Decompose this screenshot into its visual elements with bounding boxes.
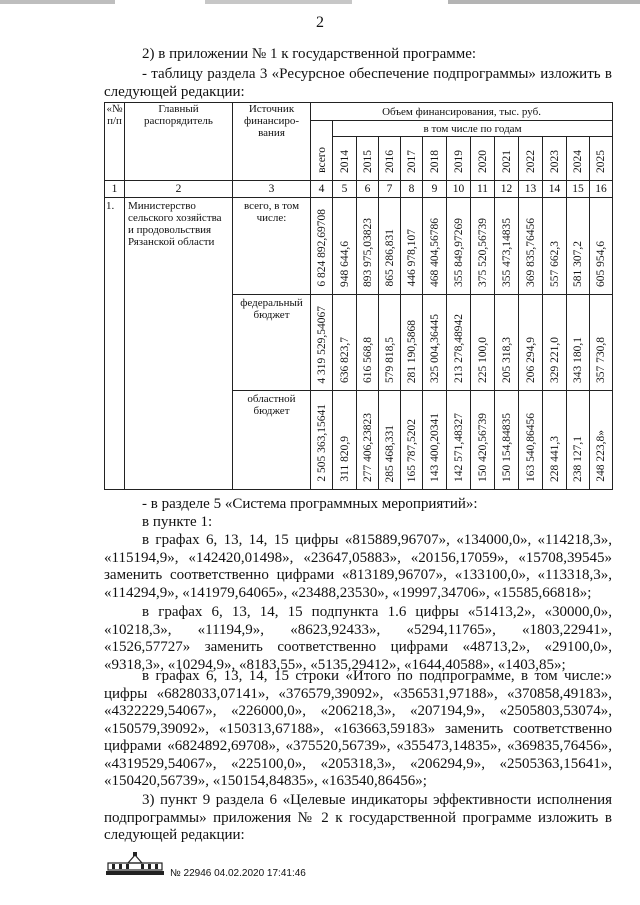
col-index: 1 bbox=[105, 181, 125, 198]
value-cell: 616 568,8 bbox=[357, 294, 379, 390]
value-cell: 865 286,831 bbox=[379, 198, 401, 294]
value-cell: 142 571,48327 bbox=[447, 391, 471, 490]
value-cell: 605 954,6 bbox=[590, 198, 613, 294]
year-header: 2016 bbox=[379, 137, 401, 181]
header-number: «№ п/п bbox=[105, 103, 125, 181]
row-source: всего, в том числе: bbox=[233, 198, 311, 294]
col-index: 8 bbox=[401, 181, 423, 198]
column-index-row bbox=[105, 181, 613, 198]
value-cell: 150 154,84835 bbox=[495, 391, 519, 490]
value-cell: 277 406,23823 bbox=[357, 391, 379, 490]
value-cell: 165 787,5202 bbox=[401, 391, 423, 490]
scan-artifact bbox=[0, 0, 640, 4]
table-row bbox=[105, 198, 613, 294]
value-cell: 225 100,0 bbox=[471, 294, 495, 390]
col-index: 12 bbox=[495, 181, 519, 198]
row-number: 1. bbox=[105, 198, 125, 490]
value-cell: 948 644,6 bbox=[333, 198, 357, 294]
value-cell: 557 662,3 bbox=[543, 198, 567, 294]
year-header: 2015 bbox=[357, 137, 379, 181]
value-cell: 311 820,9 bbox=[333, 391, 357, 490]
paragraph-total-row: в графах 6, 13, 14, 15 строки «Итого по подпрограмме, в том числе:» цифры «6828033,07141», «376579,39092», «356531,97188», «370858,49183», «4322229,54067», «226000,0», «206218,3», «207194,9», «2505803,53074», «150579,39092», «150313,67188», «163663,59183» заменить соответственно цифрами «6824892,69708», «375520,56739», «355473,14835», «369835,76456», «4319529,54067», «225100,0», «205318,3», «206294,9», «2505363,15641», «150420,56739», «150154,84835», «163540,86456»; bbox=[104, 668, 612, 789]
col-index: 2 bbox=[125, 181, 233, 198]
col-index: 16 bbox=[590, 181, 613, 198]
value-cell: 6 824 892,69708 bbox=[311, 198, 333, 294]
paragraph-columns: в графах 6, 13, 14, 15 цифры «815889,96707», «134000,0», «114218,3», «115194,9», «142420,01498», «23647,05883», «20156,17059», «15708,39545» заменить соответственно цифрами «813189,96707», «133100,0», «113318,3», «114294,9», «141979,64065», «23488,23530», «19997,34706», «15585,66818»; bbox=[104, 532, 612, 601]
value-cell: 285 468,331 bbox=[379, 391, 401, 490]
value-cell: 369 835,76456 bbox=[519, 198, 543, 294]
year-header: 2023 bbox=[543, 137, 567, 181]
row-source: областной бюджет bbox=[233, 391, 311, 490]
value-cell: 325 004,36445 bbox=[423, 294, 447, 390]
header-source: Источник финансиро-вания bbox=[233, 103, 311, 181]
value-cell: 355 849,97269 bbox=[447, 198, 471, 294]
col-index: 13 bbox=[519, 181, 543, 198]
col-index: 7 bbox=[379, 181, 401, 198]
col-index: 4 bbox=[311, 181, 333, 198]
col-index: 9 bbox=[423, 181, 447, 198]
value-cell: 468 404,56786 bbox=[423, 198, 447, 294]
resource-table bbox=[104, 102, 613, 490]
registration-stamp: № 22946 04.02.2020 17:41:46 bbox=[170, 868, 306, 879]
value-cell: 248 223,8» bbox=[590, 391, 613, 490]
government-building-logo-icon bbox=[104, 852, 166, 876]
value-cell: 238 127,1 bbox=[567, 391, 590, 490]
header-years-group: в том числе по годам bbox=[333, 121, 613, 137]
year-header: 2021 bbox=[495, 137, 519, 181]
value-cell: 581 307,2 bbox=[567, 198, 590, 294]
point1-heading: в пункте 1: bbox=[142, 514, 213, 530]
year-header: 2017 bbox=[401, 137, 423, 181]
row-source: федеральный бюджет bbox=[233, 294, 311, 390]
col-index: 6 bbox=[357, 181, 379, 198]
value-cell: 143 400,20341 bbox=[423, 391, 447, 490]
year-header: 2025 bbox=[590, 137, 613, 181]
intro-line-2: - таблицу раздела 3 «Ресурсное обеспечение подпрограммы» изложить в следующей редакции: bbox=[104, 66, 612, 100]
header-total: всего bbox=[311, 121, 333, 181]
col-index: 5 bbox=[333, 181, 357, 198]
value-cell: 329 221,0 bbox=[543, 294, 567, 390]
intro-line-1: 2) в приложении № 1 к государственной программе: bbox=[142, 46, 477, 62]
paragraph-point9: 3) пункт 9 раздела 6 «Целевые индикаторы эффективности исполнения подпрограммы» приложения № 2 к государственной программе изложить в следующей редакции: bbox=[104, 792, 612, 843]
value-cell: 343 180,1 bbox=[567, 294, 590, 390]
col-index: 10 bbox=[447, 181, 471, 198]
value-cell: 579 818,5 bbox=[379, 294, 401, 390]
value-cell: 163 540,86456 bbox=[519, 391, 543, 490]
value-cell: 2 505 363,15641 bbox=[311, 391, 333, 490]
value-cell: 636 823,7 bbox=[333, 294, 357, 390]
value-cell: 357 730,8 bbox=[590, 294, 613, 390]
value-cell: 893 975,03823 bbox=[357, 198, 379, 294]
value-cell: 206 294,9 bbox=[519, 294, 543, 390]
year-header: 2020 bbox=[471, 137, 495, 181]
value-cell: 4 319 529,54067 bbox=[311, 294, 333, 390]
value-cell: 205 318,3 bbox=[495, 294, 519, 390]
row-main-manager: Министерство сельского хозяйства и продовольствия Рязанской области bbox=[125, 198, 233, 490]
header-main-manager: Главный распорядитель bbox=[125, 103, 233, 181]
year-header: 2019 bbox=[447, 137, 471, 181]
header-volume: Объем финансирования, тыс. руб. bbox=[311, 103, 613, 121]
value-cell: 375 520,56739 bbox=[471, 198, 495, 294]
year-header: 2022 bbox=[519, 137, 543, 181]
col-index: 15 bbox=[567, 181, 590, 198]
paragraph-subpoint-1-6: в графах 6, 13, 14, 15 подпункта 1.6 цифры «51413,2», «30000,0», «10218,3», «11194,9», «8623,92433», «5294,11765», «1803,22941», «1526,57727» заменить соответственно цифрами «48713,2», «29100,0», «9318,3», «10294,9», «8183,55», «5135,29412», «1644,40588», «1403,85»; bbox=[104, 604, 612, 673]
year-header: 2018 bbox=[423, 137, 447, 181]
value-cell: 281 190,5868 bbox=[401, 294, 423, 390]
page-number: 2 bbox=[316, 14, 324, 31]
value-cell: 213 278,48942 bbox=[447, 294, 471, 390]
col-index: 11 bbox=[471, 181, 495, 198]
col-index: 14 bbox=[543, 181, 567, 198]
year-header: 2024 bbox=[567, 137, 590, 181]
section5-heading: - в разделе 5 «Система программных мероприятий»: bbox=[142, 496, 478, 512]
col-index: 3 bbox=[233, 181, 311, 198]
value-cell: 446 978,107 bbox=[401, 198, 423, 294]
year-header: 2014 bbox=[333, 137, 357, 181]
value-cell: 150 420,56739 bbox=[471, 391, 495, 490]
value-cell: 228 441,3 bbox=[543, 391, 567, 490]
value-cell: 355 473,14835 bbox=[495, 198, 519, 294]
